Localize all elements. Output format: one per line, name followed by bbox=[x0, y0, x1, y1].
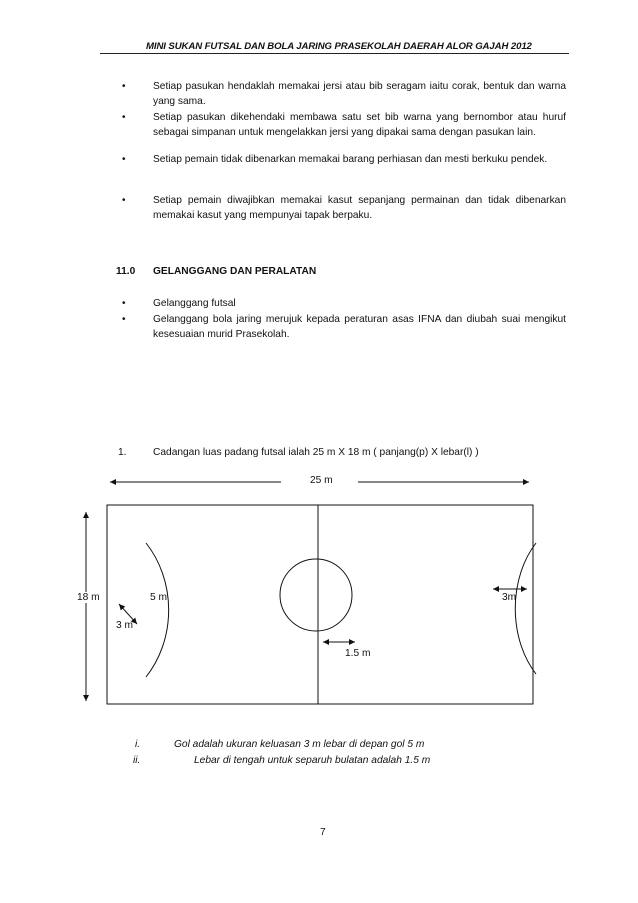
bullet-text: Setiap pemain diwajibkan memakai kasut sepanjang permainan dan tidak dibenarkan memakai kasut yang mempunyai tapak berpaku. bbox=[153, 195, 566, 221]
width-label: 18 m bbox=[77, 592, 100, 603]
section-number: 11.0 bbox=[116, 266, 136, 277]
goal-arc-label: 5 m bbox=[150, 592, 167, 603]
bullet-marker: • bbox=[122, 81, 126, 92]
item-text: Cadangan luas padang futsal ialah 25 m X 18 m ( panjang(p) X lebar(l) ) bbox=[153, 447, 479, 458]
note-marker: ii. bbox=[133, 755, 141, 766]
header-rule bbox=[100, 53, 569, 54]
goal-radius-label-right: 3m bbox=[502, 592, 517, 603]
bullet-marker: • bbox=[122, 195, 126, 206]
item-number: 1. bbox=[118, 447, 127, 458]
futsal-court-diagram bbox=[0, 465, 638, 710]
list-item bbox=[122, 152, 567, 182]
bullet-marker: • bbox=[122, 154, 126, 165]
center-circle bbox=[280, 559, 352, 631]
list-item bbox=[122, 193, 567, 223]
bullet-text: Setiap pemain tidak dibenarkan memakai barang perhiasan dan mesti berkuku pendek. bbox=[153, 154, 548, 165]
left-goal-area-arc bbox=[146, 543, 169, 677]
note-text: Gol adalah ukuran keluasan 3 m lebar di depan gol 5 m bbox=[174, 739, 425, 750]
bullet-text: Gelanggang futsal bbox=[153, 298, 236, 309]
note-text: Lebar di tengah untuk separuh bulatan adalah 1.5 m bbox=[194, 755, 431, 766]
bullet-marker: • bbox=[122, 112, 126, 123]
bullet-text: Gelanggang bola jaring merujuk kepada peraturan asas IFNA dan diubah suai mengikut kesesuaian murid Prasekolah. bbox=[153, 314, 566, 340]
list-item bbox=[122, 110, 567, 140]
bullet-text: Setiap pasukan dikehendaki membawa satu set bib warna yang bernombor atau huruf sebagai simpanan untuk mengelakkan jersi yang dipakai sama dengan pasukan lain. bbox=[153, 112, 566, 138]
center-radius-label: 1.5 m bbox=[345, 648, 371, 659]
section-title: GELANGGANG DAN PERALATAN bbox=[153, 266, 317, 277]
bullet-text: Setiap pasukan hendaklah memakai jersi atau bib seragam iaitu corak, bentuk dan warna yang sama. bbox=[153, 81, 566, 107]
court-boundary bbox=[107, 505, 533, 704]
page-number: 7 bbox=[320, 827, 326, 838]
bullet-marker: • bbox=[122, 314, 126, 325]
note-marker: i. bbox=[135, 739, 141, 750]
list-item bbox=[122, 79, 567, 109]
length-label: 25 m bbox=[310, 475, 333, 486]
bullet-marker: • bbox=[122, 298, 126, 309]
goal-radius-label-left: 3 m bbox=[116, 620, 133, 631]
list-item bbox=[122, 312, 567, 342]
list-item bbox=[122, 296, 567, 311]
running-header: MINI SUKAN FUTSAL DAN BOLA JARING PRASEKOLAH DAERAH ALOR GAJAH 2012 bbox=[146, 41, 532, 52]
